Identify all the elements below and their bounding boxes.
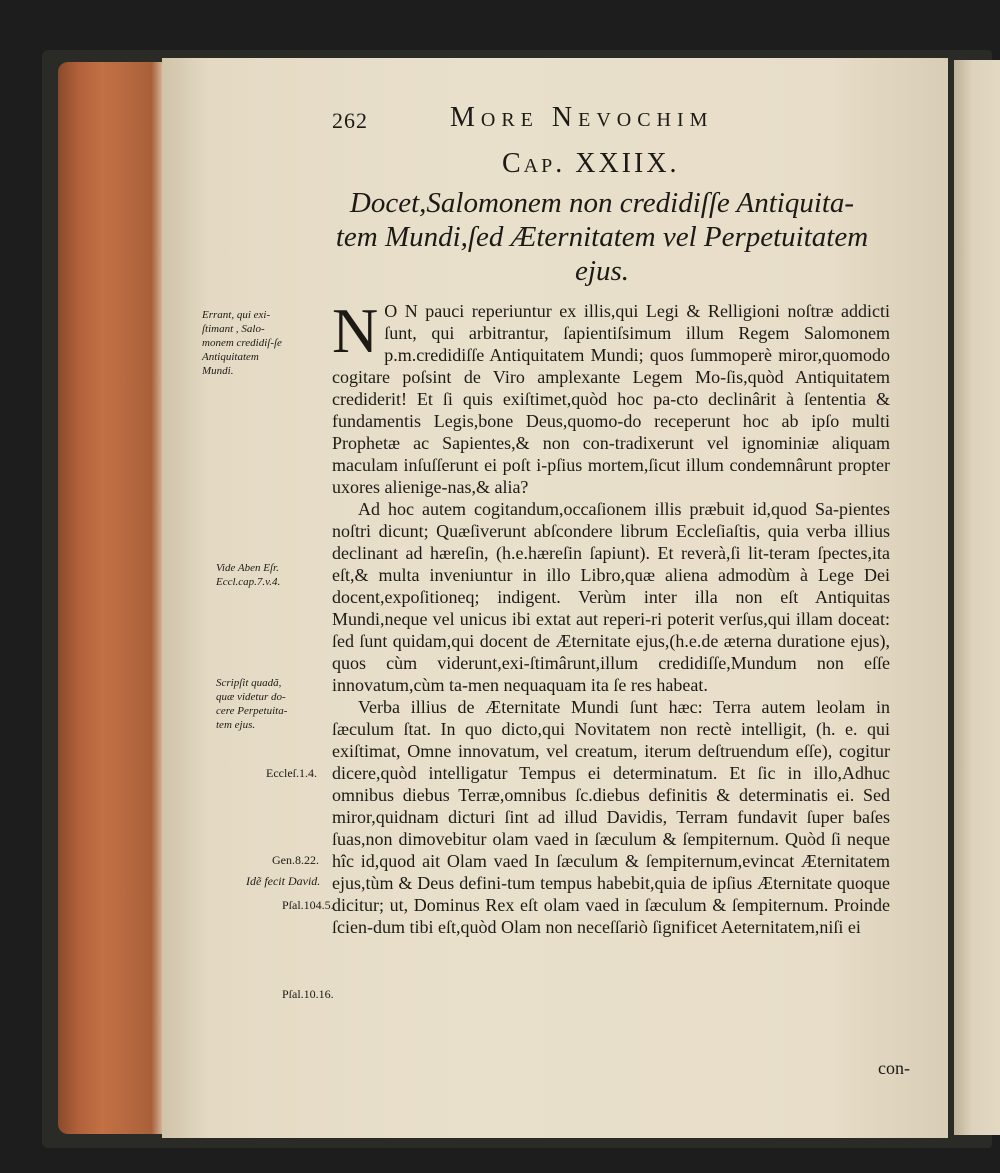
margin-reference: Eccleſ.1.4. bbox=[266, 766, 317, 780]
margin-note: Errant, qui exi-ſtimant , Salo-monem credidiſ-ſe Antiquitatem Mundi. bbox=[202, 309, 282, 377]
page-edges bbox=[58, 62, 168, 1134]
margin-reference: Pſal.10.16. bbox=[282, 987, 334, 1001]
chapter-heading: Cap. XXIIX. bbox=[502, 148, 680, 179]
paragraph-3: Verba illius de Æternitate Mundi ſunt hæc: Terra autem leolam in ſæculum ſtat. In quo dicto,qui Novitatem non rectè intelligit, (h. e. qui exiſtimat, Omne innovatum, vel creatum, iterum deſtruendum eſſe), cogitur dicere,quòd intelligatur Tempus ei determinatum. Et ſic in illo,Adhuc omnibus diebus Terræ,omnibus ſc.diebus definitis & determinatis ei. Sed miror,quidnam dicturi ſint ad illud Davidis, Terram fundavit ſuper baſes ſuas,non dimovebitur olam vaed in ſæculum & ſempiternum. Quòd ſi neque hîc id,quod ait Olam vaed In ſæculum & ſempiternum,evincat Æternitatem ejus,tùm & Deus defini-tum tempus habebit,quia de ipſius Æternitate quoque dicitur; ut, Dominus Rex eſt olam vaed in ſæculum & ſempiternum. Proinde ſcien-dum tibi eſt,quòd Olam non neceſſariò ſignificet Aeternitatem,niſi ei bbox=[332, 697, 890, 937]
margin-note: Scripſit quadã, quæ videtur do-cere Perpetuita-tem ejus. bbox=[216, 677, 288, 731]
margin-reference: Pſal.104.5. bbox=[282, 898, 334, 912]
dropcap: N bbox=[332, 295, 379, 366]
paragraph-2: Ad hoc autem cogitandum,occaſionem illis præbuit id,quod Sa-pientes noſtri dicunt; Quæſiverunt abſcondere librum Eccleſiaſtis, quia verba illius declinant ad hæreſin, (h.e.hæreſin ſapiunt). Et reverà,ſi lit-teram ſpectes,ita eſt,& multa inveniuntur in illo Libro,quæ aliena admodùm à Lege Dei docent,expoſitioneq; indigent. Verùm inter illa non eſt Antiquitas Mundi,neque vel unicus ibi extat aut reperi-ri poterit verſus,qui illam doceat: ſed ſunt quidam,qui docent de Æternitate ejus,(h.e.de æterna duratione ejus), quos cùm viderunt,exi-ſtimârunt,illum credidiſſe,Mundum non eſſe innovatum,cùm ta-men nequaquam ita ſe res habeat. bbox=[332, 499, 890, 695]
page-number: 262 bbox=[332, 108, 368, 133]
facing-page-edge bbox=[954, 60, 1000, 1135]
running-title: More Nevochim bbox=[450, 102, 714, 133]
chapter-summary: Docet,Salomonem non credidiſſe Antiquita-tem Mundi,ſed Æternitatem vel Perpetuitatem ejus. bbox=[335, 187, 869, 287]
margin-reference: Gen.8.22. bbox=[272, 853, 319, 867]
margin-note: Vide Aben Eſr. Eccl.cap.7.v.4. bbox=[216, 562, 281, 588]
catchword: con- bbox=[878, 1058, 910, 1078]
book-page bbox=[162, 58, 948, 1138]
main-text bbox=[332, 295, 890, 938]
paragraph-1-text: O N pauci reperiuntur ex illis,qui Legi & Relligioni noſtræ addicti ſunt, qui arbitrantur, ſapientiſsimum illum Regem Salomonem p.m.credidiſſe Antiquitatem Mundi; quos ſummoperè miror,quomodo cogitare poſsint de Viro amplexante Legem Mo-ſis,quòd Antiquitatem crediderit! Et ſi quis exiſtimet,quòd hoc pa-cto declinârit à ſententia & fundamentis Legis,bone Deus,quomo-do receperunt hoc ab ipſo multi Prophetæ ac Sapientes,& non con-tradixerunt vel ignominiæ aliquam maculam inſuſſerunt ei poſt i-pſius mortem,ſicut illum condemnârunt propter uxores alienige-nas,& alia? bbox=[332, 301, 890, 497]
paragraph-1 bbox=[332, 295, 890, 498]
page-header bbox=[332, 102, 832, 142]
margin-reference: Idẽ fecit David. bbox=[246, 874, 321, 888]
